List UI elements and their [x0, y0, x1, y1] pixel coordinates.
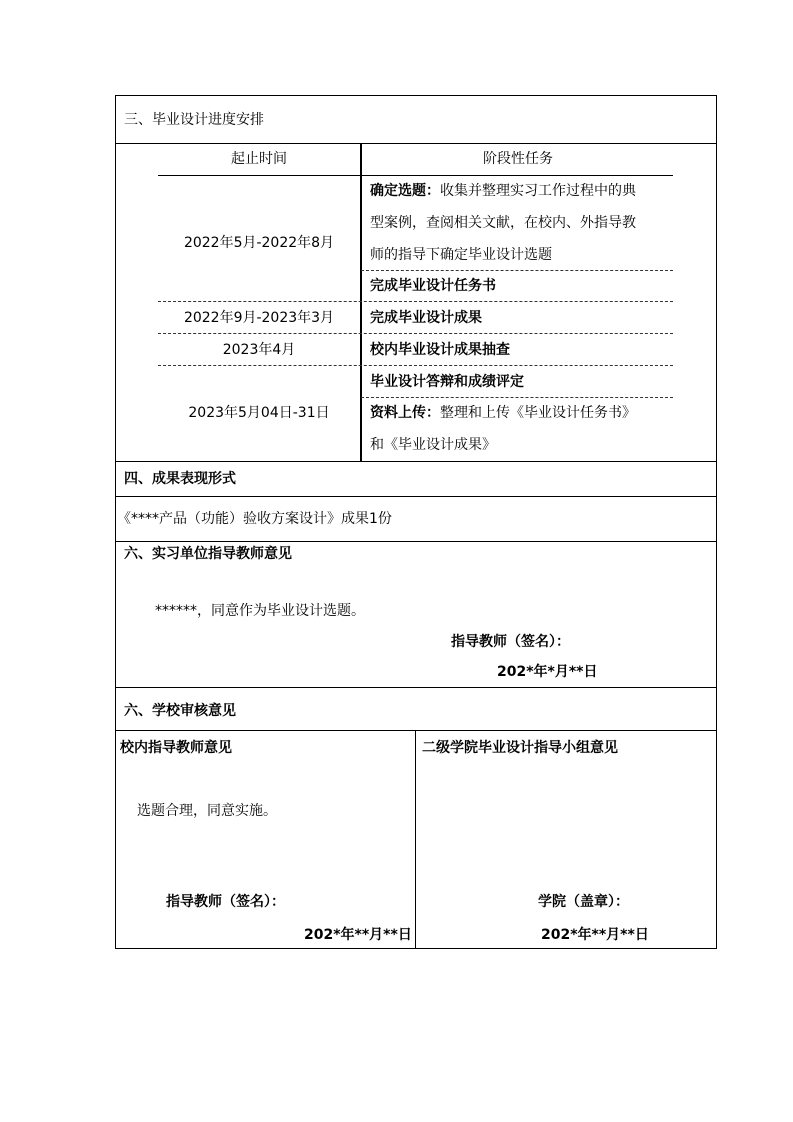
task-1-line2: 型案例，查阅相关文献，在校内、外指导教 — [370, 215, 636, 231]
task-5: 毕业设计答辩和成绩评定 — [370, 374, 524, 390]
task-1-line1 — [370, 181, 636, 201]
section6a-date: 202*年*月**日 — [497, 664, 598, 680]
task-3: 完成毕业设计成果 — [370, 310, 482, 326]
left-signature: 指导教师（签名）： — [166, 894, 285, 910]
section6b-title: 六、学校审核意见 — [124, 703, 236, 719]
task-1-text: 收集并整理实习工作过程中的典 — [440, 183, 636, 199]
task-6-line1 — [370, 403, 636, 423]
section6a-title: 六、实习单位指导教师意见 — [124, 546, 292, 562]
schedule-time-1: 2022年5月-2022年8月 — [183, 235, 335, 251]
left-opinion-title: 校内指导教师意见 — [120, 740, 232, 756]
section6a-content: ******，同意作为毕业设计选题。 — [155, 603, 365, 619]
right-opinion-title: 二级学院毕业设计指导小组意见 — [422, 740, 618, 756]
section4-content: 《****产品（功能）验收方案设计》成果1份 — [117, 511, 392, 527]
task-6-text: 整理和上传《毕业设计任务书》 — [440, 405, 636, 421]
section3-title: 三、毕业设计进度安排 — [124, 112, 264, 128]
schedule-time-3: 2023年4月 — [222, 342, 296, 358]
right-date: 202*年**月**日 — [541, 927, 649, 943]
task-6-label: 资料上传： — [370, 405, 440, 421]
schedule-time-2: 2022年9月-2023年3月 — [183, 310, 335, 326]
task-4: 校内毕业设计成果抽查 — [370, 342, 510, 358]
task-2: 完成毕业设计任务书 — [370, 278, 496, 294]
right-stamp: 学院（盖章）： — [538, 894, 629, 910]
schedule-time-4: 2023年5月04日-31日 — [188, 405, 330, 421]
task-6-line2: 和《毕业设计成果》 — [370, 437, 496, 453]
section6a-signature: 指导教师（签名）： — [451, 634, 570, 650]
col-header-time: 起止时间 — [231, 151, 287, 167]
left-opinion-content: 选题合理，同意实施。 — [137, 803, 277, 819]
col-header-task: 阶段性任务 — [483, 151, 553, 167]
task-1-label: 确定选题： — [370, 183, 440, 199]
section4-title: 四、成果表现形式 — [124, 471, 236, 487]
task-1-line3: 师的指导下确定毕业设计选题 — [370, 247, 552, 263]
left-date: 202*年**月**日 — [304, 927, 412, 943]
